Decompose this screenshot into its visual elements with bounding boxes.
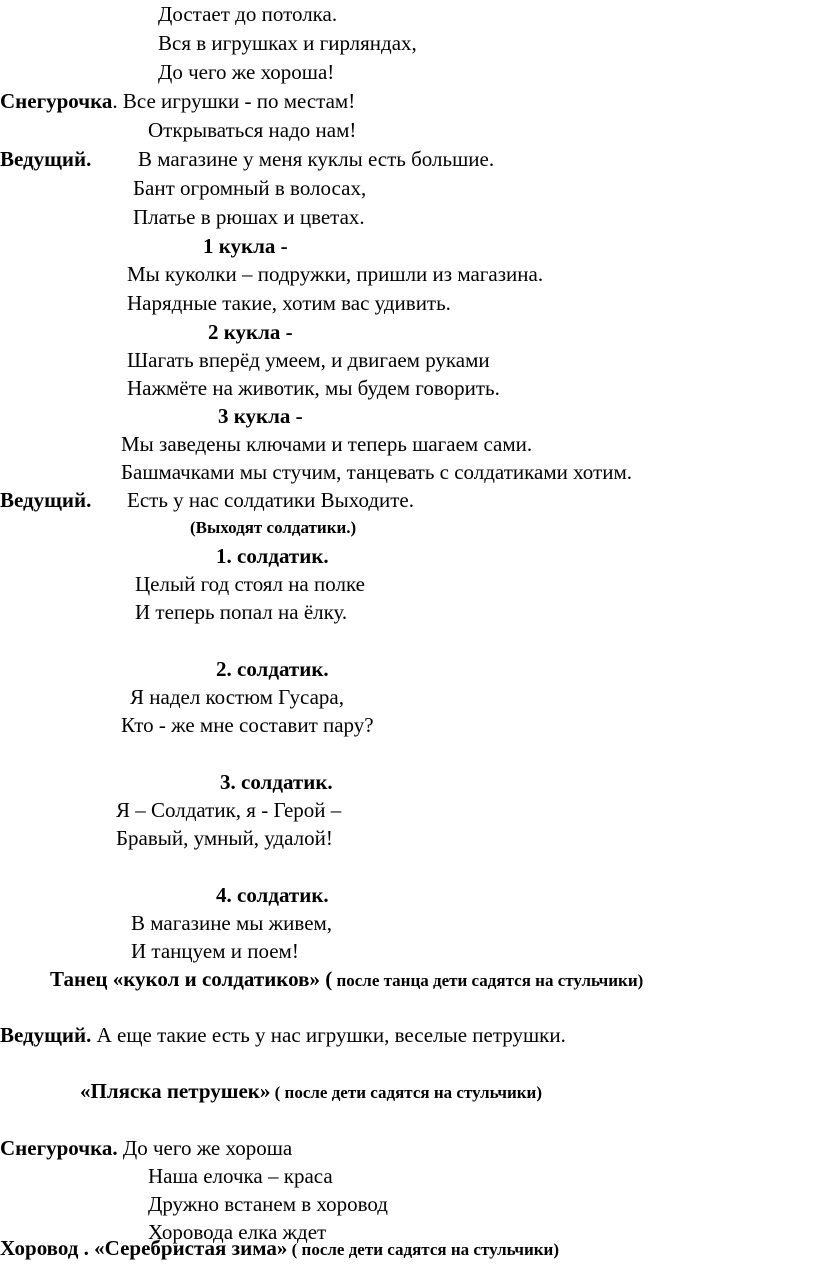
stage-direction: «Пляска петрушек» ( после дети садятся на стульчики) xyxy=(80,1079,543,1103)
dialogue-text: А еще такие есть у нас игрушки, веселые петрушки. xyxy=(91,1023,566,1047)
role-heading: 1. солдатик. xyxy=(216,544,329,568)
verse-line: Целый год стоял на полке xyxy=(135,572,365,596)
verse-line: Открываться надо нам! xyxy=(148,118,357,142)
verse-line: Бравый, умный, удалой! xyxy=(116,826,333,850)
role-heading: 2 кукла - xyxy=(208,320,293,344)
dialogue-line xyxy=(0,87,355,115)
verse-line: Нажмёте на животик, мы будем говорить. xyxy=(127,376,500,400)
dialogue-text: Есть у нас солдатики Выходите. xyxy=(127,488,415,512)
role-heading: 3 кукла - xyxy=(218,404,303,428)
dialogue-line xyxy=(0,1134,292,1162)
verse-line: Хоровода елка ждет xyxy=(148,1220,327,1244)
verse-line: Башмачками мы стучим, танцевать с солдатиками хотим. xyxy=(121,460,632,484)
verse-line: Бант огромный в волосах, xyxy=(133,176,367,200)
speaker-name: Снегурочка. xyxy=(0,1136,118,1160)
dialogue-text: В магазине у меня куклы есть большие. xyxy=(138,147,495,171)
verse-line: Я – Солдатик, я - Герой – xyxy=(116,798,342,822)
role-heading: 1 кукла - xyxy=(203,234,288,258)
verse-line: Шагать вперёд умеем, и двигаем руками xyxy=(127,348,490,372)
role-heading: 4. солдатик. xyxy=(216,883,329,907)
verse-line: И танцуем и поем! xyxy=(131,939,299,963)
verse-line: Нарядные такие, хотим вас удивить. xyxy=(127,291,451,315)
stage-direction: (Выходят солдатики.) xyxy=(190,518,357,537)
dialogue-line xyxy=(0,1021,566,1049)
verse-line: И теперь попал на ёлку. xyxy=(135,600,348,624)
verse-line: Вся в игрушках и гирляндах, xyxy=(158,31,417,55)
speaker-name: Снегурочка xyxy=(0,89,113,113)
role-heading: 3. солдатик. xyxy=(220,770,333,794)
verse-line: Платье в рюшах и цветах. xyxy=(133,205,365,229)
verse-line: Мы куколки – подружки, пришли из магазина. xyxy=(127,262,544,286)
verse-line: Дружно встанем в хоровод xyxy=(148,1192,388,1216)
dialogue-text: . Все игрушки - по местам! xyxy=(112,89,356,113)
speaker-name: Ведущий. xyxy=(0,488,92,512)
role-heading: 2. солдатик. xyxy=(216,657,329,681)
stage-direction: Танец «кукол и солдатиков» ( после танца дети садятся на стульчики) xyxy=(50,967,644,991)
verse-line: Мы заведены ключами и теперь шагаем сами. xyxy=(121,432,533,456)
stage-direction: Хоровод . «Серебристая зима» ( после дети садятся на стульчики) xyxy=(0,1236,560,1260)
verse-line: Достает до потолка. xyxy=(158,2,338,26)
verse-line: До чего же хороша! xyxy=(158,60,335,84)
verse-line: Кто - же мне составит пару? xyxy=(121,713,374,737)
verse-line: В магазине мы живем, xyxy=(131,911,333,935)
verse-line: Я надел костюм Гусара, xyxy=(130,685,344,709)
verse-line: Наша елочка – краса xyxy=(148,1164,333,1188)
speaker-name: Ведущий. xyxy=(0,147,92,171)
speaker-name: Ведущий. xyxy=(0,1023,92,1047)
dialogue-text: До чего же хороша xyxy=(117,1136,293,1160)
